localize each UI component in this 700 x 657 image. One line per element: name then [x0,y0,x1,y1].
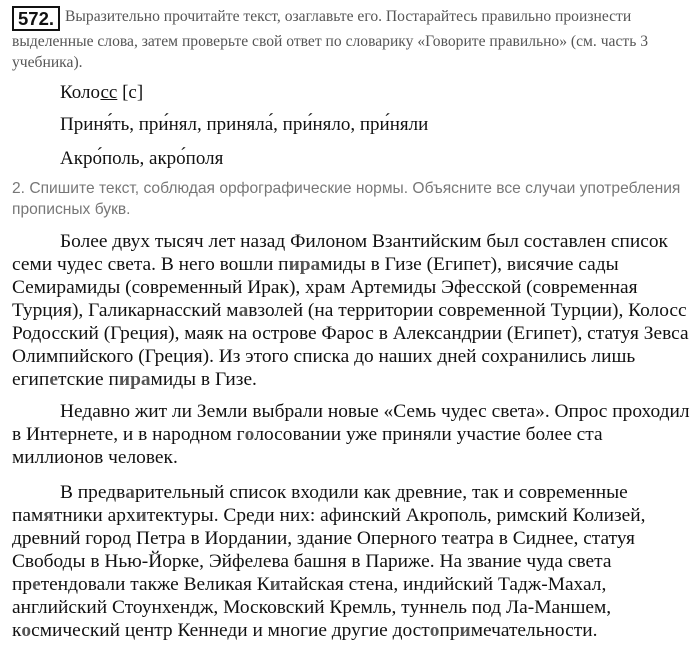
text-run: миды в Гизе. [150,369,257,390]
highlighted-letters: я [43,505,54,526]
word-part: Коло [60,82,101,103]
highlighted-letters: а [238,300,249,321]
text-run: взолей (на территории современной Турции), Колосс Родосский (Греция), маяк на острове Фарос в Александрии (Египет), статуя Зевса Олимпийского (Греция). Из этого списка до наших дней сохр [12,300,689,367]
highlighted-letters: и [515,254,528,275]
text-run: миды Эфесской (современная Турция), Галикарнасский м [12,277,638,321]
highlighted-letters: а [518,346,529,367]
text-run: лосовании уже приняли участие более ста миллионов человек. [12,424,603,468]
text-run: атра в Сиднее, статуя Свободы в Нью-Йорке, Эйфелева башня в Париже. На звание чуда света пр [12,528,635,595]
highlighted-letters: ира [288,254,321,275]
highlighted-letters: и [135,505,147,526]
text-run: тайская стена, индийский Тадж-Махал, английский Стоунхендж, Московский Кремль, туннель под Ла-Маншем, к [12,574,612,641]
task-instruction: Выразительно прочитайте текст, озаглавьте его. Постарайтесь правильно произнести выделенные слова, затем проверьте свой ответ по словарику «Говорите правильно» (см. часть 3 учебника). [12,8,649,71]
highlighted-letters: ира [118,369,151,390]
highlighted-letters: о [21,620,32,641]
paragraph-1 [12,230,692,391]
highlighted-letters: а [125,482,135,503]
word-transcription: [с] [117,82,144,103]
highlighted-letters: и [459,620,471,641]
text-run: тектуры. Среди них: афинский Акрополь, римский Колизей, древний город Петра в Иордании, здание Оперного т [12,505,646,549]
text-run: Недавно жит ли Земли выбрали новые «Семь чудес света». Опрос проходил в Инт [12,401,690,445]
text-run: смический центр Кеннеди и многие другие дост [31,620,430,641]
paragraph-2 [12,400,692,469]
word-kolos [60,82,680,104]
task-number: 572. [12,6,60,31]
text-run: мечательности. [470,620,598,641]
text-run: рительный список входили как древние, так и современные пам [12,482,628,526]
text-run: пр [439,620,460,641]
highlighted-letters: е [382,277,391,298]
text-run: тские п [57,369,119,390]
paragraph-3 [12,481,692,642]
text-run: тники арх [53,505,136,526]
highlighted-letters: е [49,369,58,390]
highlighted-letters: е [32,574,41,595]
text-run: В предв [60,482,126,503]
text-run: Более двух тысяч лет назад Филоном Взантийским был составлен список семи чудес света. В него вошли п [12,231,668,275]
highlighted-letters: о [244,424,255,445]
highlighted-letters: е [450,528,459,549]
highlighted-letters: и [269,574,281,595]
text-run: нились лишь егип [12,346,636,390]
highlighted-letters: о [429,620,440,641]
word-akropol: Акро́поль, акро́поля [60,148,224,169]
text-run: тендовали также Великая К [40,574,270,595]
task-header [12,6,688,73]
word-prinyat: Приня́ть, при́нял, приняла́, при́няло, при́няли [60,114,429,135]
text-run: миды в Гизе (Египет), в [320,254,516,275]
text-run: рнете, и в народном г [67,424,245,445]
subtask-instruction: 2. Спишите текст, соблюдая орфографические нормы. Объясните все случаи употребления прописных букв. [12,180,681,218]
text-run: сячие сады Семирамиды (современный Ирак), храм Арт [12,254,619,298]
word-underlined-part: сс [100,82,118,103]
highlighted-letters: е [58,424,68,445]
